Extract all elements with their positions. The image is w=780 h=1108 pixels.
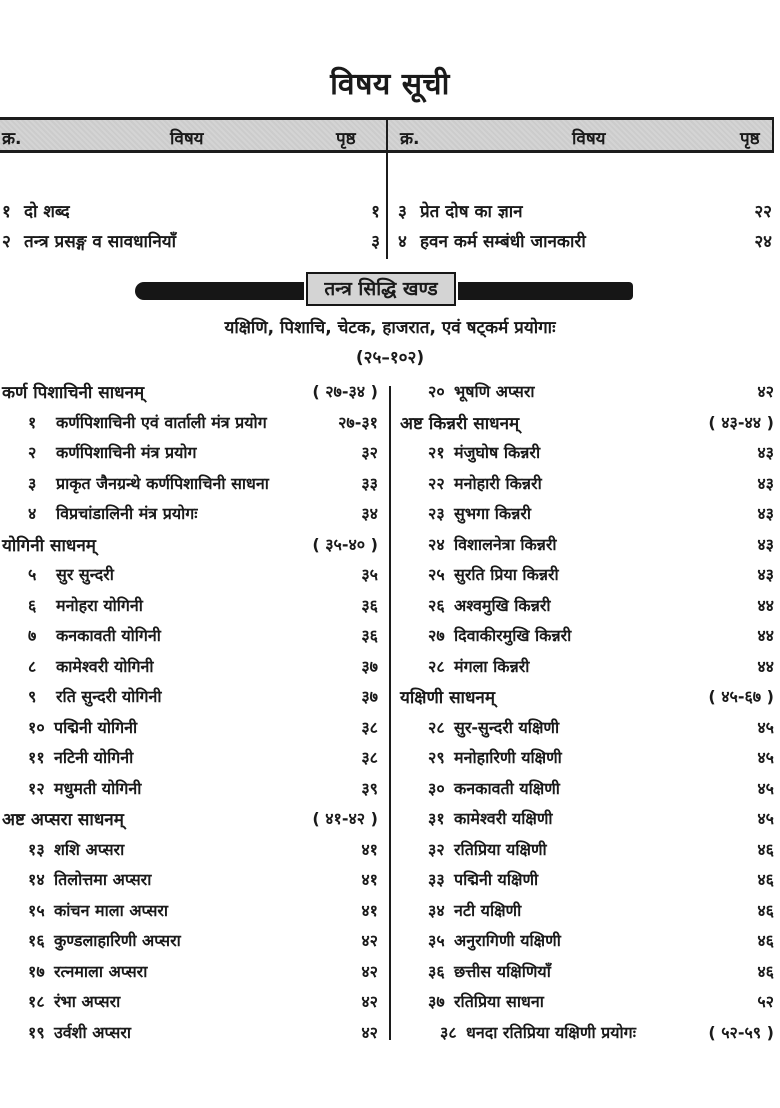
page-number: ४३ — [757, 504, 774, 523]
entry-label: कुण्डलाहारिणी अप्सरा — [54, 931, 181, 950]
table-row[interactable] — [0, 652, 378, 683]
entry-label: सुर सुन्दरी — [56, 565, 114, 584]
entry-number: ९ — [28, 687, 37, 706]
header-right-subject: विषय — [572, 129, 606, 149]
table-row[interactable] — [0, 682, 378, 713]
table-row[interactable] — [398, 377, 774, 408]
khand-range: (२५–१०२) — [355, 348, 425, 368]
table-row[interactable] — [398, 560, 774, 591]
entry-title — [428, 899, 521, 921]
section-heading[interactable] — [398, 408, 774, 439]
entry-label: सुर-सुन्दरी यक्षिणी — [454, 717, 560, 737]
table-row[interactable] — [398, 865, 774, 896]
page-number: ४३ — [757, 443, 774, 462]
page-number: ३४ — [361, 504, 378, 523]
table-row[interactable] — [398, 804, 774, 835]
entry-label: पद्मिनी योगिनी — [54, 717, 138, 737]
table-row[interactable] — [0, 713, 378, 744]
page-number: ४५ — [757, 717, 774, 737]
entry-title — [28, 472, 269, 494]
page-number: ( ४१-४२ ) — [312, 809, 378, 828]
table-row[interactable] — [0, 438, 378, 469]
page-number: ४५ — [757, 809, 774, 828]
page-number: ४२ — [757, 382, 774, 401]
entry-number: २८ — [428, 717, 445, 737]
entry-title — [28, 716, 137, 738]
entry-title — [428, 380, 535, 402]
entry-number: १५ — [28, 900, 45, 920]
page-title: विषय सूची — [330, 67, 450, 102]
page-number: ३७ — [361, 656, 378, 676]
entry-title — [428, 746, 562, 768]
page-number: ४६ — [757, 839, 774, 859]
header-divider — [386, 117, 388, 259]
entry-title: अष्ट किन्नरी साधनम् — [400, 413, 520, 434]
entry-label: दिवाकीरमुखि किन्नरी — [454, 626, 572, 645]
entry-label: मनोहरा योगिनी — [56, 595, 143, 615]
entry-title — [28, 929, 181, 951]
entry-number: २५ — [428, 565, 445, 584]
page-number: ४२ — [361, 961, 378, 981]
entry-title — [28, 777, 141, 799]
entry-number: २९ — [428, 748, 445, 767]
entry-title — [28, 838, 124, 860]
header-left-num: क्र. — [2, 129, 22, 149]
entry-title — [428, 838, 547, 860]
entry-title — [428, 472, 542, 494]
entry-title — [428, 777, 560, 799]
khand-subtitle: यक्षिणि, पिशाचि, चेटक, हाजरात, एवं षट्कर्म प्रयोगाः — [224, 318, 556, 338]
entry-title — [428, 502, 531, 524]
entry-title — [28, 685, 162, 707]
entry-number: २३ — [428, 504, 445, 523]
page-number: ( ५२-५९ ) — [708, 1022, 774, 1042]
header-left-subject: विषय — [170, 129, 204, 149]
entry-label: रत्नमाला अप्सरा — [54, 961, 148, 981]
page-number: ४६ — [757, 870, 774, 889]
entry-title — [428, 655, 529, 677]
entry-label: शशि अप्सरा — [54, 839, 125, 859]
entry-title — [28, 868, 151, 890]
entry-label: रतिप्रिया यक्षिणी — [454, 839, 547, 859]
table-row[interactable] — [0, 469, 378, 500]
entry-title — [28, 746, 133, 768]
section-heading[interactable] — [0, 530, 378, 561]
entry-title — [428, 594, 551, 616]
entry-title: योगिनी साधनम् — [2, 535, 96, 556]
entry-number: २४ — [428, 534, 445, 554]
entry-title — [28, 502, 197, 524]
page-number: ४५ — [757, 778, 774, 798]
table-row[interactable] — [0, 865, 378, 896]
entry-number: १७ — [28, 961, 45, 981]
table-row[interactable] — [0, 774, 378, 805]
page-number: ( २७-३४ ) — [312, 382, 378, 401]
page-number: ४६ — [757, 900, 774, 920]
table-row[interactable] — [398, 591, 774, 622]
entry-label: कर्णपिशाचिनी एवं वार्ताली मंत्र प्रयोग — [56, 412, 267, 432]
entry-title — [28, 624, 161, 646]
entry-title: अष्ट अप्सरा साधनम् — [2, 810, 124, 830]
entry-number: १० — [28, 717, 45, 737]
entry-number: ३८ — [440, 1022, 457, 1042]
entry-title — [28, 960, 147, 982]
page-number: ( ४३-४४ ) — [708, 412, 774, 432]
entry-number: २ — [28, 443, 37, 462]
page-number: ४३ — [757, 565, 774, 584]
entry-title — [428, 441, 540, 463]
table-row[interactable] — [0, 408, 378, 439]
entry-title: यक्षिणी साधनम् — [400, 688, 496, 708]
table-row[interactable] — [398, 1018, 774, 1049]
entry-title — [428, 929, 561, 951]
page-number: ४६ — [757, 931, 774, 950]
entry-label: सुरति प्रिया किन्नरी — [454, 565, 559, 584]
entry-title — [28, 563, 114, 585]
entry-title: कर्ण पिशाचिनी साधनम् — [2, 383, 145, 403]
entry-label: नटी यक्षिणी — [454, 900, 522, 920]
table-row[interactable] — [398, 743, 774, 774]
entry-label: भूषणि अप्सरा — [454, 382, 535, 401]
entry-number: १४ — [28, 870, 45, 889]
table-row[interactable] — [398, 621, 774, 652]
entry-label: रति सुन्दरी योगिनी — [56, 687, 162, 706]
table-row[interactable] — [398, 469, 774, 500]
table-row[interactable] — [398, 530, 774, 561]
header-left-page: पृष्ठ — [336, 129, 356, 149]
entry-label: कनकावती यक्षिणी — [454, 778, 560, 798]
page-number: ४१ — [361, 870, 378, 889]
entry-label: रंभा अप्सरा — [54, 992, 121, 1011]
entry-label: रतिप्रिया साधना — [454, 992, 544, 1011]
entry-label: धनदा रतिप्रिया यक्षिणी प्रयोगः — [466, 1022, 636, 1042]
page-number: ३६ — [361, 626, 378, 645]
table-row[interactable] — [398, 438, 774, 469]
page-number: ३६ — [361, 595, 378, 615]
entry-number: १३ — [28, 839, 45, 859]
entry-number: २७ — [428, 626, 445, 645]
entry-label: पद्मिनी यक्षिणी — [454, 870, 539, 889]
entry-title — [28, 899, 168, 921]
entry-number: २६ — [428, 595, 445, 615]
table-row[interactable] — [0, 1018, 378, 1049]
header-right-page: पृष्ठ — [740, 129, 760, 149]
entry-label: कनकावती योगिनी — [56, 626, 161, 645]
section-heading[interactable] — [0, 377, 378, 408]
table-row[interactable] — [398, 835, 774, 866]
table-row[interactable] — [398, 652, 774, 683]
entry-label: मंगला किन्नरी — [454, 656, 530, 676]
entry-title — [428, 563, 559, 585]
table-row[interactable] — [0, 499, 378, 530]
page-number: ४४ — [757, 626, 774, 645]
page-number: ३८ — [361, 748, 378, 767]
entry-title — [428, 807, 553, 829]
entry-number: ३७ — [428, 992, 445, 1011]
page-number: ३७ — [361, 687, 378, 706]
entry-title — [428, 868, 538, 890]
page-number: ४५ — [757, 748, 774, 767]
page-number: ४४ — [757, 656, 774, 676]
entry-number: २१ — [428, 443, 445, 462]
page-number: ( ४५-६७ ) — [708, 687, 774, 706]
entry-number: २८ — [428, 656, 445, 676]
entry-title — [428, 533, 557, 555]
entry-number: ६ — [28, 595, 37, 615]
page-number: ४३ — [757, 534, 774, 554]
table-row[interactable] — [0, 926, 378, 957]
entry-title — [28, 441, 197, 463]
column-divider — [389, 386, 391, 1040]
table-row[interactable] — [0, 560, 378, 591]
entry-label: विप्रचांडालिनी मंत्र प्रयोगः — [56, 504, 198, 523]
entry-title — [28, 594, 143, 616]
page-number: ३३ — [361, 473, 378, 493]
entry-number: ३२ — [428, 839, 445, 859]
page-number: ३५ — [361, 565, 378, 584]
entry-title — [28, 990, 120, 1012]
entry-label: प्राकृत जैनग्रन्थे कर्णपिशाचिनी साधना — [56, 473, 269, 493]
table-row[interactable] — [0, 957, 378, 988]
entry-label: मंजुघोष किन्नरी — [454, 443, 541, 462]
entry-number: ३० — [428, 778, 445, 798]
page-number: ४१ — [361, 839, 378, 859]
entry-label: अश्वमुखि किन्नरी — [454, 595, 551, 615]
table-row[interactable] — [0, 743, 378, 774]
table-row[interactable] — [398, 774, 774, 805]
page-number: ४२ — [361, 931, 378, 950]
entry-number: ३६ — [428, 961, 445, 981]
entry-number: ८ — [28, 656, 37, 676]
entry-title — [428, 624, 571, 646]
page-number: ३८ — [361, 717, 378, 737]
entry-label: कांचन माला अप्सरा — [54, 900, 169, 920]
entry-title — [28, 1021, 131, 1043]
entry-title — [428, 990, 544, 1012]
right-column — [398, 377, 774, 1048]
entry-label: उर्वशी अप्सरा — [54, 1022, 132, 1042]
entry-label: मनोहारी किन्नरी — [454, 473, 542, 493]
table-row[interactable] — [0, 621, 378, 652]
entry-label: मधुमती योगिनी — [54, 778, 142, 798]
page-number: ५२ — [757, 992, 774, 1011]
page-number: ४६ — [757, 961, 774, 981]
entry-number: ३१ — [428, 809, 445, 828]
entry-number: ३ — [28, 473, 37, 493]
entry-number: १६ — [28, 931, 45, 950]
entry-number: १ — [28, 412, 37, 432]
entry-number: २२ — [428, 473, 445, 493]
entry-label: कामेश्वरी योगिनी — [56, 656, 154, 676]
entry-label: मनोहारिणी यक्षिणी — [454, 748, 562, 767]
page-number: ४२ — [361, 992, 378, 1011]
entry-label: कामेश्वरी यक्षिणी — [454, 809, 553, 828]
header-right-num: क्र. — [400, 129, 420, 149]
entry-number: १८ — [28, 992, 45, 1011]
entry-number: ११ — [28, 748, 45, 767]
entry-title — [428, 960, 551, 982]
left-column — [0, 377, 378, 1048]
page-number: ४३ — [757, 473, 774, 493]
page-number: २७-३१ — [338, 412, 378, 432]
entry-title — [428, 716, 559, 738]
entry-number: ५ — [28, 565, 37, 584]
entry-number: ३३ — [428, 870, 445, 889]
entry-number: ४ — [28, 504, 37, 523]
entry-number: १९ — [28, 1022, 45, 1042]
table-row[interactable] — [398, 499, 774, 530]
page-number: ३९ — [361, 778, 378, 798]
table-row[interactable] — [398, 926, 774, 957]
table-row[interactable] — [398, 713, 774, 744]
entry-number: ३५ — [428, 931, 445, 950]
entry-number: १२ — [28, 778, 45, 798]
table-row[interactable] — [0, 591, 378, 622]
table-row[interactable] — [0, 896, 378, 927]
table-row[interactable] — [0, 835, 378, 866]
entry-label: अनुरागिणी यक्षिणी — [454, 931, 561, 950]
entry-number: ७ — [28, 626, 37, 645]
entry-label: छत्तीस यक्षिणियाँ — [454, 961, 551, 981]
entry-label: तिलोत्तमा अप्सरा — [54, 870, 152, 889]
section-heading[interactable] — [0, 804, 378, 835]
table-row[interactable] — [398, 896, 774, 927]
table-row[interactable] — [398, 957, 774, 988]
entry-label: नटिनी योगिनी — [54, 748, 134, 767]
entry-title — [28, 411, 267, 433]
entry-number: २० — [428, 382, 445, 401]
page-number: ३२ — [361, 443, 378, 462]
entry-label: विशालनेत्रा किन्नरी — [454, 534, 557, 554]
page-number: ४१ — [361, 900, 378, 920]
entry-title — [28, 655, 154, 677]
entry-title — [440, 1021, 636, 1043]
entry-label: सुभगा किन्नरी — [454, 504, 532, 523]
entry-number: ३४ — [428, 900, 445, 920]
khand-label: तन्त्र सिद्धि खण्ड — [306, 272, 456, 306]
table-row[interactable] — [0, 987, 378, 1018]
page-number: ( ३५-४० ) — [312, 534, 378, 554]
page-number: ४४ — [757, 595, 774, 615]
section-heading[interactable] — [398, 682, 774, 713]
table-row[interactable] — [398, 987, 774, 1018]
entry-label: कर्णपिशाचिनी मंत्र प्रयोग — [56, 443, 197, 462]
page-number: ४२ — [361, 1022, 378, 1042]
